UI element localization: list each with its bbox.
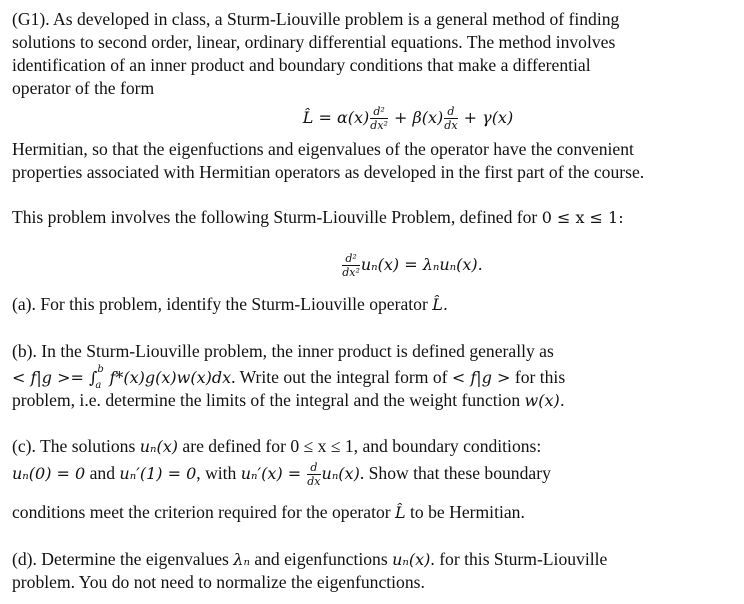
eigenvalue-symbol: λₙ bbox=[233, 550, 250, 569]
problem-statement bbox=[12, 206, 624, 229]
operator-gamma-term: + γ(x) bbox=[458, 108, 514, 127]
part-b-line-1: (b). In the Sturm-Liouville problem, the inner product is defined generally as bbox=[12, 341, 554, 361]
part-d-line-1 bbox=[12, 548, 607, 571]
inner-product-definition bbox=[12, 364, 232, 391]
inner-product-lhs: < f|g >= bbox=[12, 368, 90, 387]
integral-limits bbox=[95, 364, 104, 391]
derivative-lhs: uₙ′(x) = bbox=[240, 464, 307, 483]
part-d-text-c: . for this Sturm-Liouville bbox=[430, 549, 608, 569]
part-c-line-3-end: to be Hermitian. bbox=[405, 502, 525, 522]
fraction-denominator: dx² bbox=[370, 119, 388, 132]
part-c-line-2 bbox=[12, 462, 551, 487]
part-a-operator: L̂. bbox=[432, 295, 448, 314]
part-a-text: (a). For this problem, identify the Sturm-Liouville operator bbox=[12, 294, 433, 314]
derivative-fraction bbox=[307, 462, 320, 487]
upper-limit: b bbox=[97, 364, 104, 375]
derivative-definition bbox=[240, 461, 360, 488]
intro-line-2: solutions to second order, linear, ordinary differential equations. The method involves bbox=[12, 32, 616, 52]
part-c-text-c: , and boundary conditions: bbox=[353, 436, 542, 456]
fraction-numerator: d bbox=[444, 106, 457, 119]
integral-sign: ∫ bbox=[89, 368, 98, 387]
problem-domain: 0 ≤ x ≤ 1: bbox=[541, 208, 624, 227]
part-c-line-3 bbox=[12, 501, 525, 524]
derivative-rhs: uₙ(x) bbox=[321, 464, 360, 483]
solution-function: uₙ(x) bbox=[139, 437, 178, 456]
hermitian-line-1: Hermitian, so that the eigenfuctions and eigenvalues of the operator have the convenient bbox=[12, 139, 634, 159]
fraction-numerator: d bbox=[307, 462, 320, 475]
second-derivative-fraction bbox=[370, 106, 388, 131]
part-c-line-3-text: conditions meet the criterion required for the operator bbox=[12, 502, 396, 522]
part-b-end-text: for this bbox=[510, 367, 566, 387]
operator-lhs: L̂ = α(x) bbox=[302, 108, 370, 127]
integrand: f*(x)g(x)w(x)dx bbox=[104, 368, 232, 387]
part-b-line-3 bbox=[12, 389, 565, 412]
intro-line-3: identification of an inner product and boundary conditions that make a differential bbox=[12, 55, 591, 75]
with-text: , with bbox=[196, 463, 241, 483]
part-b-line-2 bbox=[12, 366, 565, 389]
boundary-condition-2: uₙ′(1) = 0 bbox=[119, 464, 197, 483]
fraction-denominator: dx bbox=[444, 119, 458, 132]
part-c-text-b: are defined for bbox=[178, 436, 291, 456]
fraction-denominator: dx bbox=[307, 475, 321, 488]
operator-symbol: L̂ bbox=[395, 503, 406, 522]
lower-limit: a bbox=[95, 380, 102, 391]
first-derivative-fraction bbox=[444, 106, 457, 131]
sturm-liouville-equation bbox=[0, 253, 744, 278]
part-c-line-2-end: . Show that these boundary bbox=[359, 463, 551, 483]
hermitian-line-2: properties associated with Hermitian operators as developed in the first part of the course. bbox=[12, 162, 645, 182]
part-b-mid-text: . Write out the integral form of bbox=[231, 367, 452, 387]
problem-text: This problem involves the following Sturm-Liouville Problem, defined for bbox=[12, 207, 542, 227]
inner-product-short: < f|g > bbox=[451, 368, 511, 387]
part-c-line-1 bbox=[12, 435, 541, 458]
and-text: and bbox=[85, 463, 120, 483]
part-c-text-a: (c). The solutions bbox=[12, 436, 140, 456]
second-derivative-fraction bbox=[342, 253, 360, 278]
equation-rest: uₙ(x) = λₙuₙ(x). bbox=[360, 255, 483, 274]
intro-line-4: operator of the form bbox=[12, 78, 155, 98]
part-d-text-a: (d). Determine the eigenvalues bbox=[12, 549, 234, 569]
part-d-text-b: and eigenfunctions bbox=[249, 549, 393, 569]
part-b-line-3-text: problem, i.e. determine the limits of the integral and the weight function bbox=[12, 390, 525, 410]
operator-equation bbox=[0, 106, 744, 131]
fraction-numerator: d² bbox=[370, 106, 388, 119]
part-d-line-2: problem. You do not need to normalize the eigenfunctions. bbox=[12, 572, 425, 592]
boundary-condition-1: uₙ(0) = 0 bbox=[12, 464, 86, 483]
intro-line-1: (G1). As developed in class, a Sturm-Liouville problem is a general method of finding bbox=[12, 9, 620, 29]
eigenfunction-symbol: uₙ(x) bbox=[392, 550, 431, 569]
fraction-numerator: d² bbox=[342, 253, 360, 266]
fraction-denominator: dx² bbox=[342, 266, 360, 279]
part-a bbox=[12, 293, 448, 316]
domain-range: 0 ≤ x ≤ 1 bbox=[290, 436, 354, 456]
operator-beta-term: + β(x) bbox=[388, 108, 444, 127]
weight-function: w(x). bbox=[524, 391, 565, 410]
